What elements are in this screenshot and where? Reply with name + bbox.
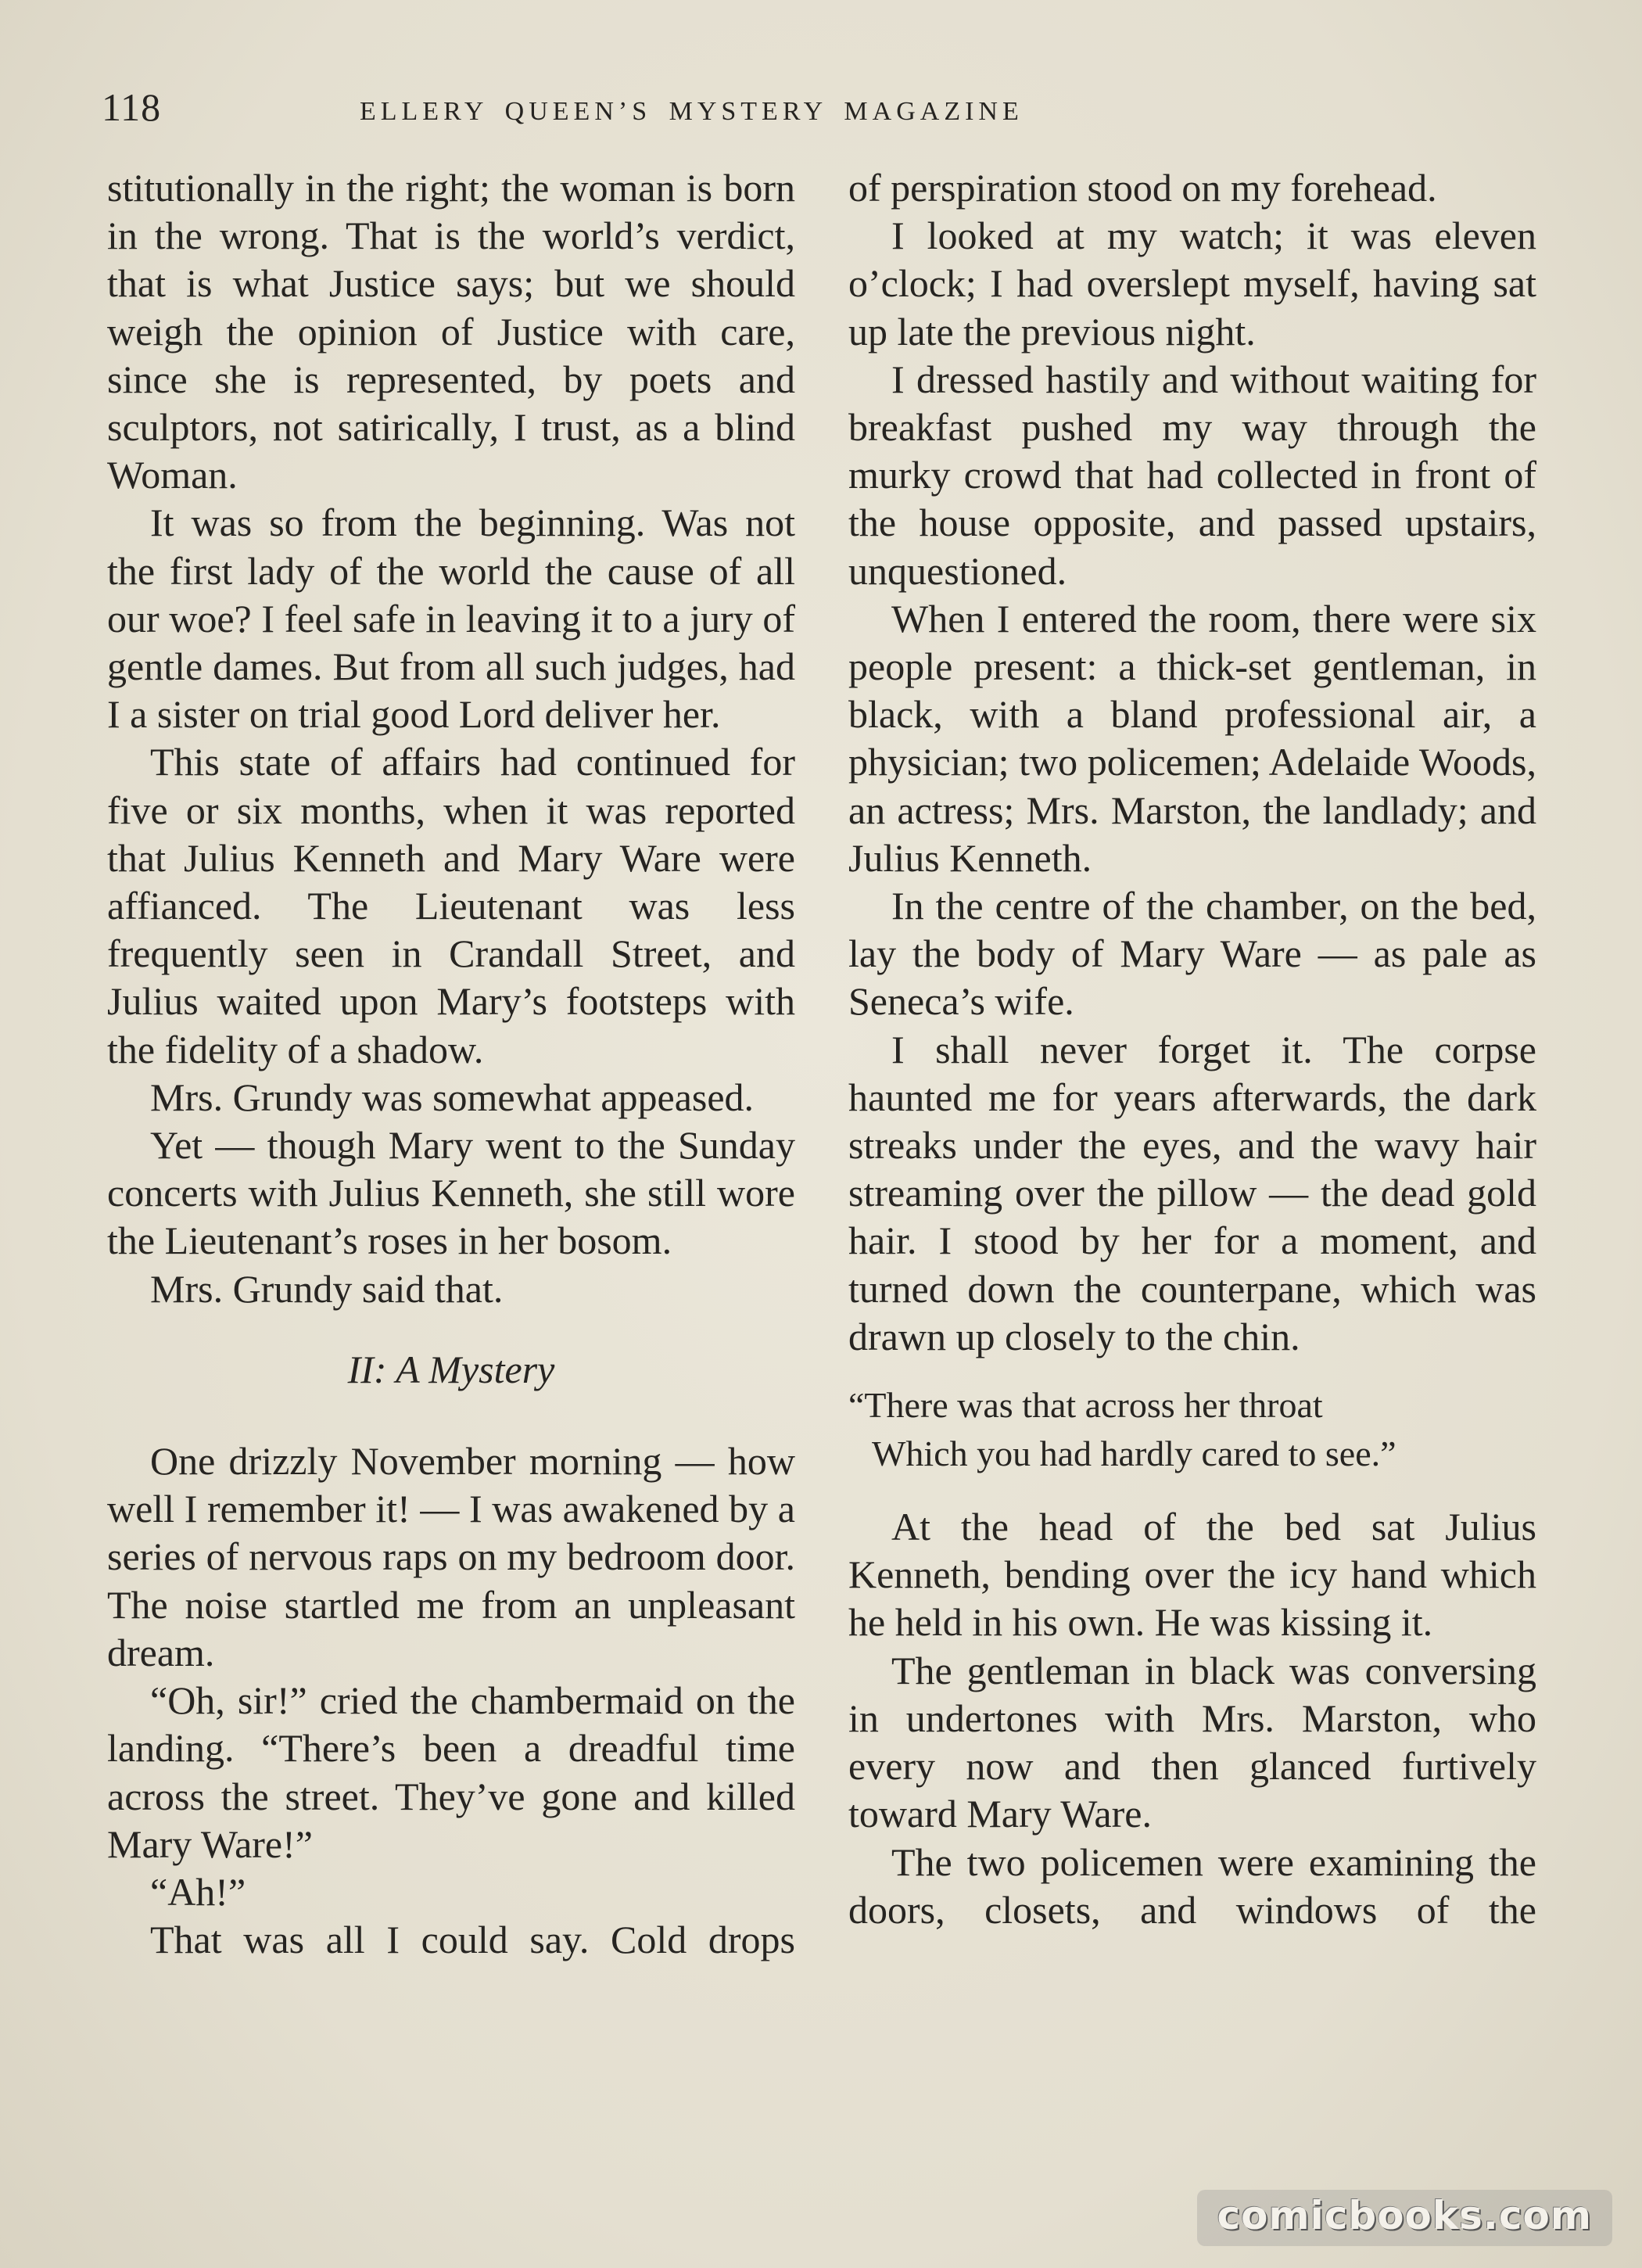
paragraph: In the centre of the chamber, on the bed, lay the body of Mary Ware — as pale as Seneca’s wife. (848, 884, 1536, 1024)
paragraph: One drizzly November morning — how well I remember it! — I was awakened by a series of nervous raps on my bedroom door. The noise startled me from an unpleasant dream. (107, 1439, 795, 1674)
paragraph: This state of affairs had continued for five or six months, when it was reported that Julius Kenneth and Mary Ware were affianced. The Lieutenant was less frequently seen in Crandall Street, and Julius waited upon Mary’s footsteps with the fidelity of a shadow. (107, 740, 795, 1071)
right-column (848, 164, 1536, 1934)
paragraph: stitutionally in the right; the woman is born in the wrong. That is the world’s verdict, that is what Justice says; but we should weigh the opinion of Justice with care, since she is represented, by poets and sculptors, not satirically, I trust, as a blind Woman. (107, 166, 795, 497)
paragraph: Yet — though Mary went to the Sunday concerts with Julius Kenneth, she still wore the Lieutenant’s roses in her bosom. (107, 1123, 795, 1263)
verse-line: “There was that across her throat (848, 1385, 1323, 1426)
paragraph: That was all I could say. Cold drops (150, 1918, 795, 1962)
paragraph: It was so from the beginning. Was not the first lady of the world the cause of all our woe? I feel safe in leaving it to a jury of gentle dames. But from all such judges, had I a sister on trial good Lord deliver her. (107, 501, 795, 737)
verse-quote (848, 1381, 1536, 1478)
left-column (107, 164, 795, 1964)
paragraph: I dressed hastily and without waiting for breakfast pushed my way through the murky crowd that had collected in front of the house opposite, and passed upstairs, unquestioned. (848, 357, 1536, 593)
verse-line: Which you had hardly cared to see.” (872, 1434, 1396, 1474)
paragraph: When I entered the room, there were six people present: a thick-set gentleman, in black, with a bland professional air, a physician; two policemen; Adelaide Woods, an actress; Mrs. Marston, the landlady; and Julius Kenneth. (848, 596, 1536, 880)
paragraph: At the head of the bed sat Julius Kenneth, bending over the icy hand which he held in his own. He was kissing it. (848, 1505, 1536, 1645)
paragraph: I shall never forget it. The corpse haunted me for years afterwards, the dark streaks under the eyes, and the wavy hair streaming over the pillow — the dead gold hair. I stood by her for a moment, and turned down the counterpane, which was drawn up closely to the chin. (848, 1027, 1536, 1358)
running-title: ELLERY QUEEN’S MYSTERY MAGAZINE (360, 97, 1024, 126)
paragraph: I looked at my watch; it was eleven o’clock; I had overslept myself, having sat up late the previous night. (848, 214, 1536, 353)
paragraph: of perspiration stood on my forehead. (848, 166, 1437, 210)
section-heading: II: A Mystery (347, 1347, 555, 1391)
paragraph: The two policemen were examining the doors, closets, and windows of the (848, 1839, 1536, 1932)
paragraph: “Ah!” (150, 1869, 246, 1914)
watermark-logo: comicbooks.com (1197, 2190, 1612, 2246)
paragraph: The gentleman in black was conversing in undertones with Mrs. Marston, who every now and then glanced furtively toward Mary Ware. (848, 1648, 1536, 1836)
paragraph: Mrs. Grundy was somewhat appeased. (150, 1075, 755, 1119)
page-number: 118 (102, 85, 162, 129)
paragraph: “Oh, sir!” cried the chambermaid on the landing. “There’s been a dreadful time across the street. They’ve gone and killed Mary Ware!” (107, 1678, 795, 1866)
page-header (102, 84, 1548, 147)
paragraph: Mrs. Grundy said that. (150, 1266, 504, 1311)
